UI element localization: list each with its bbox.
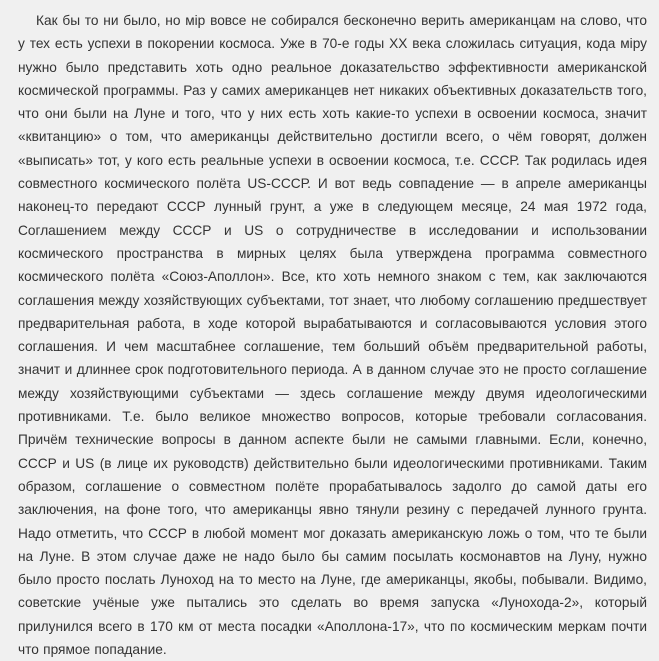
article-paragraph: Как бы то ни было, но мiр вовсе не собирался бесконечно верить американцам на слово, что у тех есть успехи в покорении космоса. Уже в 70-е годы ХХ века сложилась ситуация, кода мiру нужно было представить хоть одно реальное доказательство эффективности американской космической программы. Раз у самих американцев нет никаких объективных доказательств того, что они были на Луне и того, что у них есть хоть какие-то успехи в освоении космоса, значит «квитанцию» о том, что американцы действительно достигли всего, о чём говорят, должен «выписать» тот, у кого есть реальные успехи в освоении космоса, т.е. СССР. Так родилась идея совместного космического полёта US-СССР. И вот ведь совпадение — в апреле американцы наконец-то передают СССР лунный грунт, а уже в следующем месяце, 24 мая 1972 года, Соглашением между СССР и US о сотрудничестве в исследовании и использовании космического пространства в мирных целях была утверждена программа совместного космического полёта «Союз-Аполлон». Все, кто хоть немного знаком с тем, как заключаются соглашения между хозяйствующих субъектами, тот знает, что любому соглашению предшествует предварительная работа, в ходе которой вырабатываются и согласовываются условия этого соглашения. И чем масштабнее соглашение, тем больший объём предварительной работы, значит и длиннее срок подготовительного периода. А в данном случае это не просто соглашение между хозяйствующими субъектами — здесь соглашение между двумя идеологическими противниками. Т.е. было великое множество вопросов, которые требовали согласования. Причём технические вопросы в данном аспекте были не самыми главными. Если, конечно, СССР и US (в лице их руководств) действительно были идеологическими противниками. Таким образом, соглашение о совместном полёте прорабатывалось задолго до самой даты его заключения, на фоне того, что американцы явно тянули резину с передачей лунного грунта. Надо отметить, что СССР в любой момент мог доказать американскую ложь о том, что те были на Луне. В этом случае даже не надо было бы самим посылать космонавтов на Луну, нужно было просто послать Луноход на то место на Луне, где американцы, якобы, побывали. Видимо, советские учёные уже пытались это сделать во время запуска «Лунохода-2», который прилунился всего в 170 км от места посадки «Аполлона-17», что по космическим меркам почти что прямое попадание. (18, 13, 647, 658)
